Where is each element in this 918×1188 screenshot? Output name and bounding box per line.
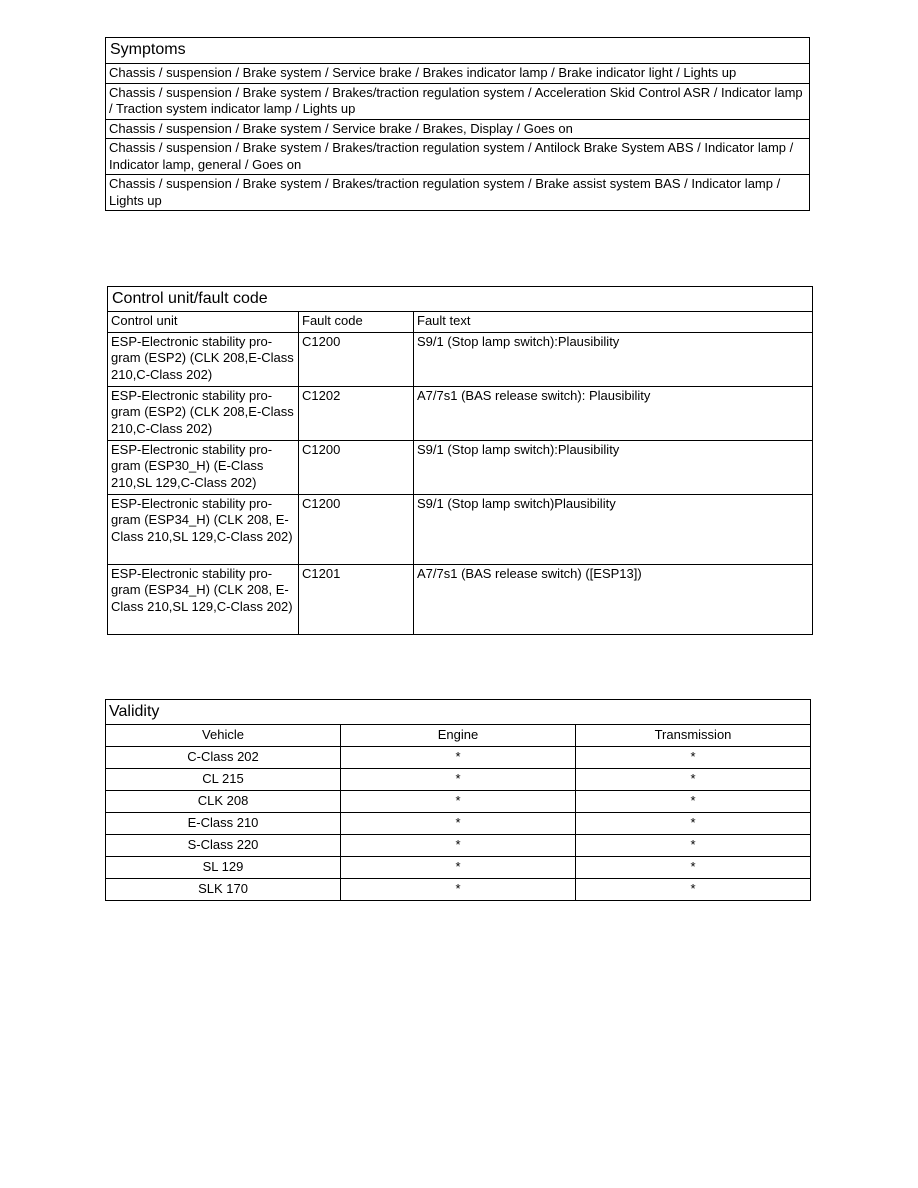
engine-cell: * <box>341 879 576 901</box>
fault-code-cell: C1200 <box>299 440 414 494</box>
vehicle-cell: C-Class 202 <box>106 747 341 769</box>
table-row <box>106 119 810 139</box>
header-engine: Engine <box>341 725 576 747</box>
table-row <box>106 857 811 879</box>
header-row <box>108 312 813 333</box>
fault-text-cell: A7/7s1 (BAS release switch) ([ESP13]) <box>414 564 813 634</box>
control-unit-cell: ESP-Electronic stability pro-gram (ESP34_H) (CLK 208, E-Class 210,SL 129,C-Class 202) <box>108 494 299 564</box>
table-row <box>106 879 811 901</box>
table-row <box>106 813 811 835</box>
fault-text-cell: S9/1 (Stop lamp switch):Plausibility <box>414 440 813 494</box>
control-title: Control unit/fault code <box>108 287 813 312</box>
header-row <box>106 725 811 747</box>
table-row <box>108 494 813 564</box>
transmission-cell: * <box>576 769 811 791</box>
header-fault-code: Fault code <box>299 312 414 333</box>
table-row <box>106 769 811 791</box>
vehicle-cell: SLK 170 <box>106 879 341 901</box>
table-row <box>106 83 810 119</box>
engine-cell: * <box>341 769 576 791</box>
table-row <box>106 747 811 769</box>
control-unit-cell: ESP-Electronic stability pro-gram (ESP2) (CLK 208,E-Class 210,C-Class 202) <box>108 386 299 440</box>
fault-text-cell: S9/1 (Stop lamp switch):Plausibility <box>414 332 813 386</box>
control-unit-cell: ESP-Electronic stability pro-gram (ESP34_H) (CLK 208, E-Class 210,SL 129,C-Class 202) <box>108 564 299 634</box>
control-unit-table <box>107 286 813 635</box>
table-row <box>108 564 813 634</box>
symptom-cell: Chassis / suspension / Brake system / Brakes/traction regulation system / Brake assist system BAS / Indicator lamp / Lights up <box>106 175 810 211</box>
transmission-cell: * <box>576 835 811 857</box>
validity-title: Validity <box>106 700 811 725</box>
table-row <box>108 386 813 440</box>
table-row <box>106 791 811 813</box>
symptoms-title: Symptoms <box>106 38 810 64</box>
table-row <box>106 175 810 211</box>
fault-code-cell: C1200 <box>299 332 414 386</box>
table-row <box>106 64 810 84</box>
control-title-row <box>108 287 813 312</box>
engine-cell: * <box>341 791 576 813</box>
symptoms-title-row <box>106 38 810 64</box>
symptom-cell: Chassis / suspension / Brake system / Service brake / Brakes indicator lamp / Brake indicator light / Lights up <box>106 64 810 84</box>
vehicle-cell: S-Class 220 <box>106 835 341 857</box>
transmission-cell: * <box>576 879 811 901</box>
table-row <box>108 332 813 386</box>
validity-table <box>105 699 811 901</box>
symptom-cell: Chassis / suspension / Brake system / Service brake / Brakes, Display / Goes on <box>106 119 810 139</box>
transmission-cell: * <box>576 747 811 769</box>
transmission-cell: * <box>576 857 811 879</box>
vehicle-cell: E-Class 210 <box>106 813 341 835</box>
header-transmission: Transmission <box>576 725 811 747</box>
symptom-cell: Chassis / suspension / Brake system / Brakes/traction regulation system / Acceleration Skid Control ASR / Indicator lamp / Traction system indicator lamp / Lights up <box>106 83 810 119</box>
fault-code-cell: C1202 <box>299 386 414 440</box>
table-row <box>106 139 810 175</box>
engine-cell: * <box>341 747 576 769</box>
control-unit-cell: ESP-Electronic stability pro-gram (ESP30_H) (E-Class 210,SL 129,C-Class 202) <box>108 440 299 494</box>
vehicle-cell: SL 129 <box>106 857 341 879</box>
table-row <box>108 440 813 494</box>
table-row <box>106 835 811 857</box>
header-control-unit: Control unit <box>108 312 299 333</box>
header-vehicle: Vehicle <box>106 725 341 747</box>
control-unit-cell: ESP-Electronic stability pro-gram (ESP2) (CLK 208,E-Class 210,C-Class 202) <box>108 332 299 386</box>
fault-code-cell: C1200 <box>299 494 414 564</box>
engine-cell: * <box>341 857 576 879</box>
validity-title-row <box>106 700 811 725</box>
fault-text-cell: S9/1 (Stop lamp switch)Plausibility <box>414 494 813 564</box>
symptom-cell: Chassis / suspension / Brake system / Brakes/traction regulation system / Antilock Brake System ABS / Indicator lamp / Indicator lamp, general / Goes on <box>106 139 810 175</box>
fault-code-cell: C1201 <box>299 564 414 634</box>
transmission-cell: * <box>576 813 811 835</box>
transmission-cell: * <box>576 791 811 813</box>
header-fault-text: Fault text <box>414 312 813 333</box>
vehicle-cell: CLK 208 <box>106 791 341 813</box>
vehicle-cell: CL 215 <box>106 769 341 791</box>
engine-cell: * <box>341 835 576 857</box>
engine-cell: * <box>341 813 576 835</box>
fault-text-cell: A7/7s1 (BAS release switch): Plausibility <box>414 386 813 440</box>
symptoms-table <box>105 37 810 211</box>
